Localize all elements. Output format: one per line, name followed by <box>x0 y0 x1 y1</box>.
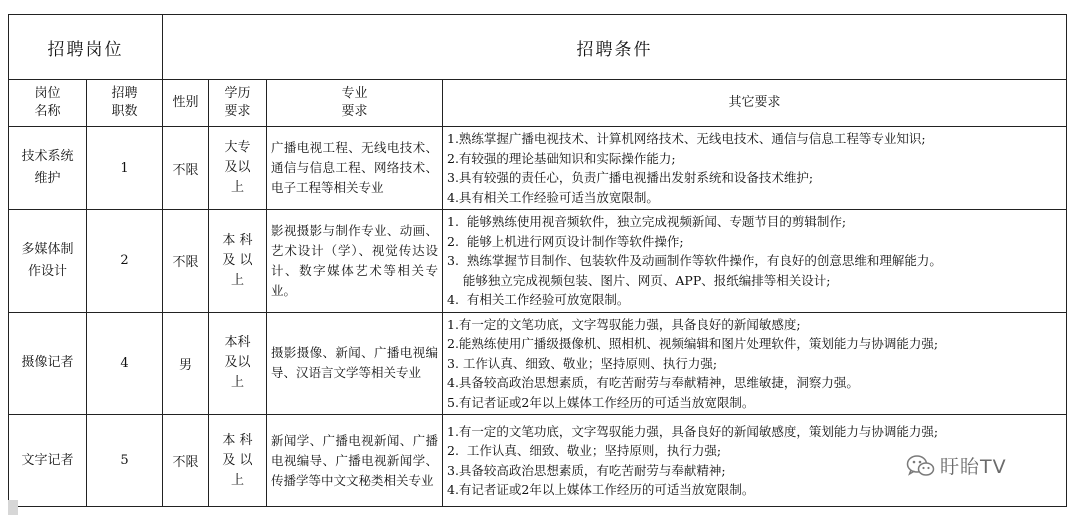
col-hire-count: 招聘 职数 <box>87 80 163 127</box>
requirement-item: 4.具有相关工作经验可适当放宽限制。 <box>447 189 659 205</box>
requirement-item: 3. 工作认真、细致、敬业；坚持原则、执行力强; <box>447 355 718 371</box>
other-requirements <box>443 127 1067 210</box>
gender: 不限 <box>163 210 209 313</box>
table-body <box>9 127 1067 507</box>
hire-count: 5 <box>87 415 163 507</box>
wechat-icon <box>906 454 936 478</box>
hire-count: 1 <box>87 127 163 210</box>
requirement-item: 2.有较强的理论基础知识和实际操作能力; <box>447 150 676 166</box>
requirement-item: 1.有一定的文笔功底，文字驾驭能力强，具备良好的新闻敏感度，策划能力与协调能力强; <box>447 423 939 439</box>
position-name: 文字记者 <box>9 415 87 507</box>
requirement-item: 4.有记者证或2年以上媒体工作经历的可适当放宽限制。 <box>447 482 755 497</box>
header-positions: 招聘岗位 <box>9 15 163 80</box>
header-conditions: 招聘条件 <box>163 15 1067 80</box>
requirement-item: 能够独立完成视频包装、图片、网页、APP、报纸编排等相关设计; <box>447 272 831 288</box>
requirement-item: 2. 能够上机进行网页设计制作等软件操作; <box>447 233 684 249</box>
col-position-name: 岗位 名称 <box>9 80 87 127</box>
recruitment-table-container <box>8 14 1066 507</box>
requirement-item: 3.具备较高政治思想素质，有吃苦耐劳与奉献精神; <box>447 462 726 478</box>
other-requirements <box>443 210 1067 313</box>
position-name: 多媒体制 作设计 <box>9 210 87 313</box>
requirement-item: 2. 工作认真、细致、敬业；坚持原则，执行力强; <box>447 443 722 458</box>
table-row <box>9 210 1067 313</box>
requirement-item: 1.有一定的文笔功底，文字驾驭能力强，具备良好的新闻敏感度; <box>447 316 801 332</box>
col-major: 专业 要求 <box>267 80 443 127</box>
col-other-requirements: 其它要求 <box>443 80 1067 127</box>
position-name: 技术系统 维护 <box>9 127 87 210</box>
watermark-text: 盱眙TV <box>940 456 1007 478</box>
requirement-item: 3.具有较强的责任心，负责广播电视播出发射系统和设备技术维护; <box>447 170 814 185</box>
requirement-item: 1. 能够熟练使用视音频软件，独立完成视频新闻、专题节目的剪辑制作; <box>447 214 847 229</box>
table-row <box>9 312 1067 415</box>
watermark <box>906 452 1007 479</box>
other-requirements <box>443 312 1067 415</box>
table-row <box>9 127 1067 210</box>
gender: 不限 <box>163 415 209 507</box>
gender: 男 <box>163 312 209 415</box>
scroll-edge <box>8 500 18 515</box>
major-requirement: 摄影摄像、新闻、广播电视编导、汉语言文学等相关专业 <box>267 312 443 415</box>
major-requirement: 新闻学、广播电视新闻、广播电视编导、广播电视新闻学、传播学等中文文秘类相关专业 <box>267 415 443 507</box>
major-requirement: 影视摄影与制作专业、动画、艺术设计（学）、视觉传达设计、数字媒体艺术等相关专业。 <box>267 210 443 313</box>
col-gender: 性别 <box>163 80 209 127</box>
education-requirement: 本 科 及 以 上 <box>209 210 267 313</box>
requirement-item: 5.有记者证或2年以上媒体工作经历的可适当放宽限制。 <box>447 394 755 410</box>
requirement-item: 2.能熟练使用广播级摄像机、照相机、视频编辑和图片处理软件，策划能力与协调能力强; <box>447 336 939 351</box>
requirement-item: 4.具备较高政治思想素质，有吃苦耐劳与奉献精神，思维敏捷，洞察力强。 <box>447 375 859 390</box>
col-education: 学历 要求 <box>209 80 267 127</box>
requirement-item: 3. 熟练掌握节目制作、包装软件及动画制作等软件操作，有良好的创意思维和理解能力。 <box>447 253 942 268</box>
education-requirement: 大专 及以 上 <box>209 127 267 210</box>
requirement-item: 4. 有相关工作经验可放宽限制。 <box>447 292 630 307</box>
hire-count: 2 <box>87 210 163 313</box>
education-requirement: 本 科 及 以 上 <box>209 415 267 507</box>
hire-count: 4 <box>87 312 163 415</box>
position-name: 摄像记者 <box>9 312 87 415</box>
gender: 不限 <box>163 127 209 210</box>
recruitment-table <box>8 14 1067 507</box>
major-requirement: 广播电视工程、无线电技术、通信与信息工程、网络技术、电子工程等相关专业 <box>267 127 443 210</box>
requirement-item: 1.熟练掌握广播电视技术、计算机网络技术、无线电技术、通信与信息工程等专业知识; <box>447 131 926 146</box>
education-requirement: 本科 及以 上 <box>209 312 267 415</box>
